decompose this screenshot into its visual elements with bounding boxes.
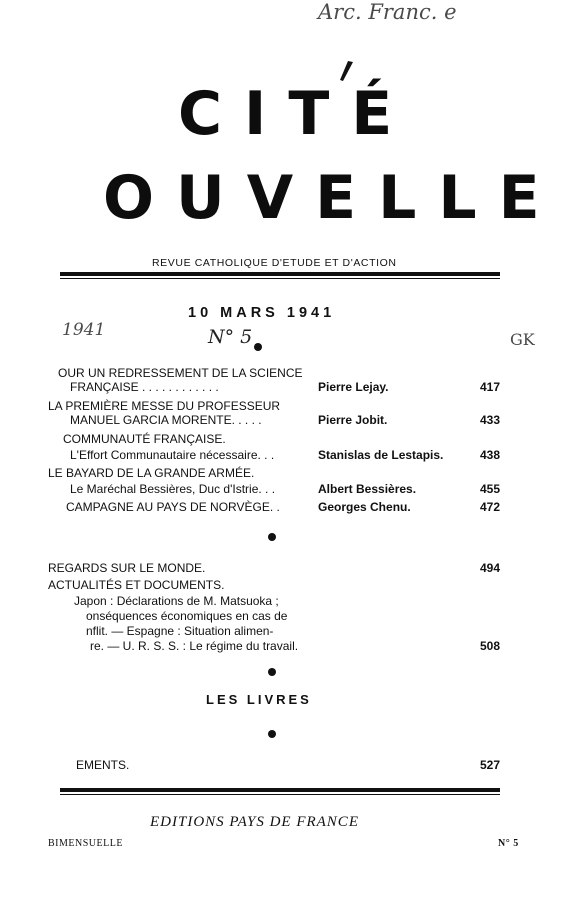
regards-label: REGARDS SUR LE MONDE. <box>48 561 206 575</box>
toc-entry-5-line1: CAMPAGNE AU PAYS DE NORVÈGE. . <box>66 500 280 514</box>
handwritten-archive-note: Arc. Franc. e <box>318 0 457 24</box>
actualites-line-3: nflit. — Espagne : Situation alimen- <box>86 624 274 638</box>
toc-entry-4-page: 455 <box>479 482 500 496</box>
abonnements-label: EMENTS. <box>76 758 130 772</box>
actualites-line-4: re. — U. R. S. S. : Le régime du travail. <box>90 639 299 653</box>
masthead-title-line1: CITÉ <box>178 79 415 149</box>
toc-entry-3-line1: COMMUNAUTÉ FRANÇAISE. <box>63 432 226 446</box>
actualites-line-2: onséquences économiques en cas de <box>86 609 288 623</box>
toc-entry-4-line1: LE BAYARD DE LA GRANDE ARMÉE. <box>48 466 255 480</box>
publication-frequency: BIMENSUELLE <box>48 838 123 849</box>
toc-entry-1-line2: FRANÇAISE . . . . . . . . . . . . <box>70 380 219 394</box>
publisher-name: EDITIONS PAYS DE FRANCE <box>150 814 359 830</box>
bullet-ornament <box>268 533 276 541</box>
abonnements-page: 527 <box>479 758 500 772</box>
toc-entry-1-author: Pierre Lejay. <box>318 380 389 394</box>
toc-entry-4-author: Albert Bessières. <box>318 482 417 496</box>
masthead-rule <box>60 272 500 276</box>
footer-rule-thin <box>60 794 500 795</box>
toc-entry-1-page: 417 <box>479 380 500 394</box>
issue-number: N° 5 <box>498 838 519 849</box>
actualites-line-1: Japon : Déclarations de M. Matsuoka ; <box>74 594 279 608</box>
toc-entry-2-page: 433 <box>479 413 500 427</box>
masthead-rule-thin <box>60 278 500 279</box>
toc-entry-4-line2: Le Maréchal Bessières, Duc d'Istrie. . . <box>70 482 276 496</box>
handwritten-issue-number: N° 5 <box>208 326 253 348</box>
toc-entry-2-line1: LA PREMIÈRE MESSE DU PROFESSEUR <box>48 399 281 413</box>
masthead-title-line2: OUVELLE <box>103 163 562 233</box>
les-livres-heading: LES LIVRES <box>206 692 312 707</box>
footer-rule <box>60 788 500 792</box>
regards-page: 494 <box>479 561 500 575</box>
toc-entry-5-page: 472 <box>479 500 500 514</box>
toc-entry-5-author: Georges Chenu. <box>318 500 411 514</box>
masthead-subtitle: REVUE CATHOLIQUE D'ETUDE ET D'ACTION <box>152 257 397 269</box>
toc-entry-2-line2: MANUEL GARCIA MORENTE. . . . . <box>70 413 262 427</box>
actualites-label: ACTUALITÉS ET DOCUMENTS. <box>48 578 225 592</box>
toc-entry-3-author: Stanislas de Lestapis. <box>318 448 444 462</box>
toc-entry-3-page: 438 <box>479 448 500 462</box>
handwritten-year: 1941 <box>62 320 106 340</box>
issue-date: 10 MARS 1941 <box>188 305 336 321</box>
bullet-ornament <box>268 668 276 676</box>
toc-entry-1-line1: OUR UN REDRESSEMENT DE LA SCIENCE <box>58 366 303 380</box>
bullet-ornament <box>254 343 262 351</box>
actualites-page: 508 <box>479 639 500 653</box>
bullet-ornament <box>268 730 276 738</box>
toc-entry-3-line2: L'Effort Communautaire nécessaire. . . <box>70 448 275 462</box>
toc-entry-2-author: Pierre Jobit. <box>318 413 388 427</box>
handwritten-mark: GK <box>510 330 535 349</box>
